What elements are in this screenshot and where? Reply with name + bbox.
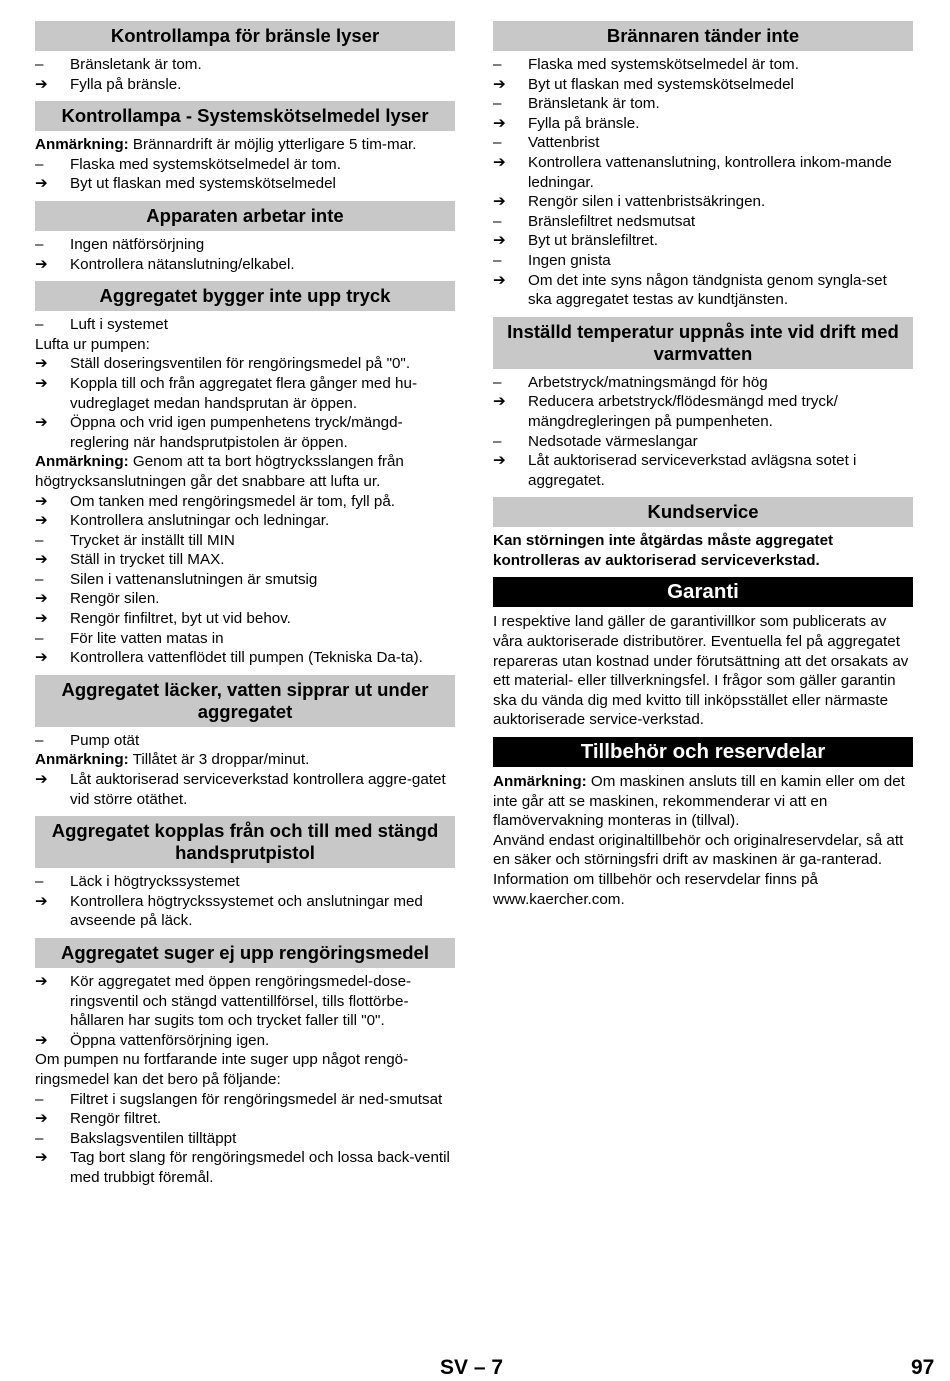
list-item: ➔ Byt ut flaskan med systemskötselmedel [35, 175, 336, 193]
dash-marker: – [35, 1129, 44, 1147]
dash-marker: – [493, 373, 502, 391]
list-item: ➔ Rengör silen i vattenbristsäkringen. [493, 193, 766, 211]
dash-marker: – [35, 235, 44, 253]
chapter-heading: Garanti [493, 577, 913, 607]
arrow-icon: ➔ [493, 193, 506, 211]
arrow-icon: ➔ [493, 452, 506, 470]
note-paragraph: Anmärkning: Tillåtet är 3 droppar/minut. [35, 751, 310, 769]
dash-marker: – [35, 570, 44, 588]
arrow-icon: ➔ [35, 1149, 48, 1167]
note-paragraph: Anmärkning: Brännardrift är möjlig ytterligare 5 tim-mar. [35, 136, 417, 154]
list-item: – Ingen gnista [493, 251, 611, 269]
list-item: – Ingen nätförsörjning [35, 235, 205, 253]
list-item: – Flaska med systemskötselmedel är tom. [493, 56, 799, 73]
dash-marker: – [35, 873, 44, 891]
paragraph: Kan störningen inte åtgärdas måste aggregatet kontrolleras av auktoriserad serviceverkstad. [493, 532, 834, 569]
section-heading: Inställd temperatur uppnås inte vid drift med varmvatten [493, 317, 913, 369]
section-heading: Aggregatet bygger inte upp tryck [35, 281, 455, 311]
list-item: ➔ Kontrollera vattenflödet till pumpen (Tekniska Da-ta). [35, 649, 423, 667]
arrow-icon: ➔ [35, 175, 48, 193]
section-heading: Brännaren tänder inte [493, 21, 913, 51]
list-item: ➔ Låt auktoriserad serviceverkstad kontrollera aggre-gatet vid större otäthet. [35, 771, 446, 808]
list-item: ➔ Kontrollera nätanslutning/elkabel. [35, 255, 295, 273]
list-item: ➔ Öppna vattenförsörjning igen. [35, 1031, 270, 1049]
list-item: ➔ Ställ in trycket till MAX. [35, 551, 225, 569]
section-heading: Apparaten arbetar inte [35, 201, 455, 231]
arrow-icon: ➔ [35, 892, 48, 910]
list-item: – Filtret i sugslangen för rengöringsmedel är ned-smutsat [35, 1090, 443, 1108]
arrow-icon: ➔ [35, 771, 48, 789]
arrow-icon: ➔ [35, 355, 48, 373]
arrow-icon: ➔ [493, 153, 506, 171]
arrow-icon: ➔ [35, 610, 48, 628]
list-item: ➔ Reducera arbetstryck/flödesmängd med tryck/ mängdregleringen på pumpenheten. [493, 393, 838, 430]
list-item: ➔ Ställ doseringsventilen för rengöringsmedel på "0". [35, 355, 411, 373]
arrow-icon: ➔ [493, 75, 506, 93]
list-item: ➔ Om tanken med rengöringsmedel är tom, fyll på. [35, 492, 395, 510]
dash-marker: – [493, 134, 502, 152]
list-item: ➔ Fylla på bränsle. [493, 114, 640, 132]
paragraph: Lufta ur pumpen: [35, 335, 150, 353]
list-item: ➔ Tag bort slang för rengöringsmedel och lossa back-ventil med trubbigt föremål. [35, 1149, 450, 1186]
section-heading: Aggregatet kopplas från och till med stängd handsprutpistol [35, 816, 455, 868]
dash-marker: – [493, 56, 502, 73]
arrow-icon: ➔ [493, 232, 506, 250]
arrow-icon: ➔ [35, 255, 48, 273]
arrow-icon: ➔ [35, 512, 48, 530]
list-item: – Pump otät [35, 731, 140, 749]
section-heading: Aggregatet läcker, vatten sipprar ut under aggregatet [35, 675, 455, 727]
paragraph: Om pumpen nu fortfarande inte suger upp något rengö-ringsmedel kan det bero på följande: [35, 1051, 409, 1088]
list-item: ➔ Kontrollera anslutningar och ledningar. [35, 512, 330, 530]
note-paragraph: Anmärkning: Genom att ta bort högtrycksslangen från högtrycksanslutningen går det snabbare att lufta ur. [35, 453, 404, 490]
list-item: ➔ Rengör finfiltret, byt ut vid behov. [35, 610, 291, 628]
arrow-icon: ➔ [35, 590, 48, 608]
arrow-icon: ➔ [493, 114, 506, 132]
list-item: – Vattenbrist [493, 134, 600, 152]
list-item: ➔ Rengör silen. [35, 590, 160, 608]
list-item: ➔ Byt ut bränslefiltret. [493, 232, 658, 250]
arrow-icon: ➔ [35, 551, 48, 569]
list-item: – Luft i systemet [35, 316, 168, 334]
list-item: ➔ Byt ut flaskan med systemskötselmedel [493, 75, 794, 93]
arrow-icon: ➔ [35, 374, 48, 392]
dash-marker: – [493, 212, 502, 230]
paragraph: I respektive land gäller de garantivillkor som publicerats av våra auktoriserade distributörer. Eventuella fel på aggregatet repareras utan kostnad under förutsättning att det orsakats av ett material- eller tillverkningsfel. I frågor som gäller garantin ska du vända dig med kvitto till inköpsstället eller närmaste auktoriserade service-verkstad. [493, 613, 909, 729]
dash-marker: – [35, 155, 44, 173]
list-item: – Bakslagsventilen tilltäppt [35, 1129, 237, 1147]
list-item: ➔ Låt auktoriserad serviceverkstad avlägsna sotet i aggregatet. [493, 452, 857, 489]
list-item: – Silen i vattenanslutningen är smutsig [35, 570, 318, 588]
list-item: ➔ Rengör filtret. [35, 1110, 162, 1128]
note-paragraph: Anmärkning: Om maskinen ansluts till en kamin eller om det inte går att se maskinen, rekommenderar vi att en flamövervakning monteras in (tillval). [493, 773, 905, 830]
dash-marker: – [35, 316, 44, 334]
section-heading: Kundservice [493, 497, 913, 527]
arrow-icon: ➔ [493, 393, 506, 411]
list-item: ➔ Kör aggregatet med öppen rengöringsmedel-dose-ringsventil och stängd vattentillförsel, tills flottörbe-hållaren har sugits tom och trycket faller till "0". [35, 973, 412, 1030]
list-item: – För lite vatten matas in [35, 629, 224, 647]
dash-marker: – [493, 432, 502, 450]
list-item: – Bränsletank är tom. [35, 56, 202, 73]
list-item: – Bränsletank är tom. [493, 95, 660, 113]
section-heading: Aggregatet suger ej upp rengöringsmedel [35, 938, 455, 968]
arrow-icon: ➔ [35, 973, 48, 990]
dash-marker: – [35, 1090, 44, 1108]
dash-marker: – [493, 251, 502, 269]
list-item: ➔ Fylla på bränsle. [35, 75, 182, 93]
arrow-icon: ➔ [35, 492, 48, 510]
dash-marker: – [35, 629, 44, 647]
list-item: – Flaska med systemskötselmedel är tom. [35, 155, 341, 173]
section-heading: Kontrollampa - Systemskötselmedel lyser [35, 101, 455, 131]
list-item: ➔ Kontrollera vattenanslutning, kontrollera inkom-mande ledningar. [493, 153, 892, 191]
list-item: ➔ Koppla till och från aggregatet flera gånger med hu-vudreglaget medan handsprutan är öppen. [35, 374, 417, 412]
arrow-icon: ➔ [35, 75, 48, 93]
arrow-icon: ➔ [35, 1031, 48, 1049]
list-item: – Trycket är inställt till MIN [35, 531, 235, 549]
left-column [35, 21, 455, 1188]
arrow-icon: ➔ [493, 271, 506, 289]
arrow-icon: ➔ [35, 649, 48, 667]
list-item: ➔ Om det inte syns någon tändgnista genom syngla-set ska aggregatet testas av kundtjänsten. [493, 271, 887, 309]
arrow-icon: ➔ [35, 414, 48, 432]
paragraph: Information om tillbehör och reservdelar finns på www.kaercher.com. [493, 871, 819, 908]
list-item: ➔ Öppna och vrid igen pumpenhetens tryck/mängd-reglering när handsprutpistolen är öppen. [35, 414, 403, 451]
dash-marker: – [35, 531, 44, 549]
list-item: – Läck i högtryckssystemet [35, 873, 240, 891]
chapter-heading: Tillbehör och reservdelar [493, 737, 913, 767]
footer-language-code: SV – 7 [440, 1356, 504, 1379]
list-item: – Arbetstryck/matningsmängd för hög [493, 373, 768, 391]
list-item: – Nedsotade värmeslangar [493, 432, 698, 450]
arrow-icon: ➔ [35, 1110, 48, 1128]
list-item: ➔ Kontrollera högtryckssystemet och anslutningar med avseende på läck. [35, 892, 423, 930]
right-column [493, 21, 913, 909]
dash-marker: – [493, 95, 502, 113]
dash-marker: – [35, 731, 44, 749]
list-item: – Bränslefiltret nedsmutsat [493, 212, 696, 230]
page-number: 97 [911, 1356, 935, 1379]
dash-marker: – [35, 56, 44, 73]
paragraph: Använd endast originaltillbehör och originalreservdelar, så att en säker och störningsfri drift av maskinen är ga-ranterad. [493, 831, 904, 869]
section-heading: Kontrollampa för bränsle lyser [35, 21, 455, 51]
